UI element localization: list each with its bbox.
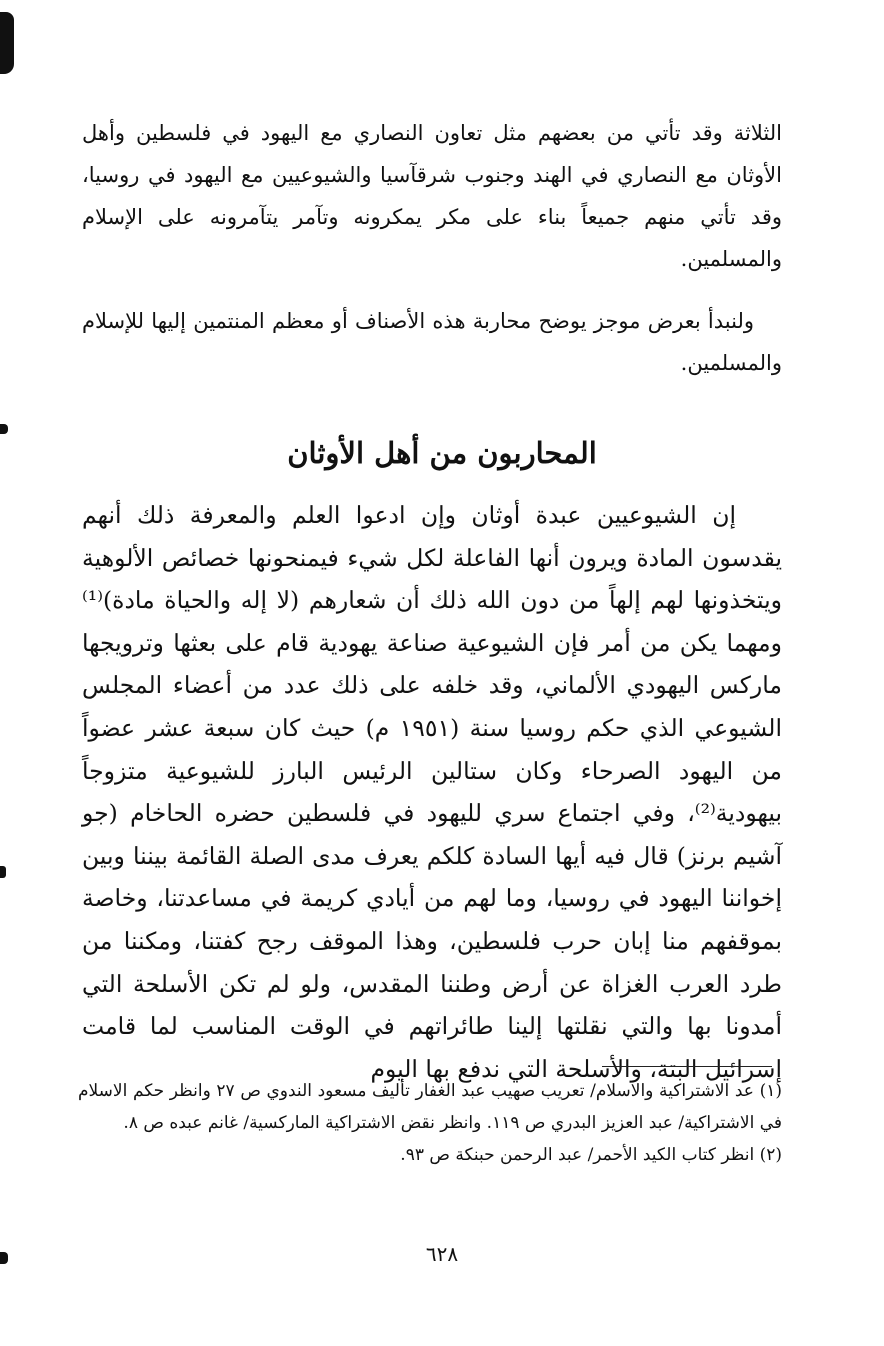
- section-body: [82, 494, 782, 1090]
- body-paragraph: إن الشيوعيين عبدة أوثان وإن ادعوا العلم والمعرفة ذلك أنهم يقدسون المادة ويرون أنها الفاعلة لكل شيء فيمنحونها خصائص الألوهية ويتخذونها لهم إلهاً من دون الله ذلك أن شعارهم (لا إله والحياة مادة)⁽¹⁾ ومهما يكن من أمر فإن الشيوعية صناعة يهودية قام على بعثها وترويجها ماركس اليهودي الألماني، وقد خلفه على ذلك عدد من أعضاء المجلس الشيوعي الذي حكم روسيا سنة (١٩٥١ م) حيث كان سبعة عشر عضواً من اليهود الصرحاء وكان ستالين الرئيس البارز للشيوعية متزوجاً بيهودية⁽²⁾، وفي اجتماع سري لليهود في فلسطين حضره الحاخام (جو آشيم برنز) قال فيه أيها السادة كلكم يعرف مدى الصلة القائمة بيننا وبين إخواننا اليهود في روسيا، وما لهم من أيادي كريمة في مساعدتنا، وخاصة بموقفهم منا إبان حرب فلسطين، وهذا الموقف رجح كفتنا، ومكننا من طرد العرب الغزاة عن أرض وطننا المقدس، ولو لم تكن الأسلحة التي أمدونا بها والتي نقلتها إلينا طائراتهم في الوقت المناسب لما قامت إسرائيل البتة، والأسلحة التي ندفع بها اليوم: [82, 501, 782, 1083]
- scan-edge-mark: [0, 866, 6, 878]
- section-heading: المحاربون من أهل الأوثان: [287, 436, 597, 470]
- intro-paragraph-2: ولنبدأ بعرض موجز يوضح محاربة هذه الأصناف أو معظم المنتمين إليها للإسلام والمسلمين.: [82, 309, 782, 375]
- intro-paragraph-1: الثلاثة وقد تأتي من بعضهم مثل تعاون النصاري مع اليهود في فلسطين وأهل الأوثان مع النصاري في الهند وجنوب شرقآسيا والشيوعيين مع اليهود في روسيا، وقد تأتي منهم جميعاً بناء على مكر يمكرونه وتآمر يتآمرونه على الإسلام والمسلمين.: [82, 121, 782, 271]
- footnotes: [78, 1075, 782, 1171]
- scan-edge-mark: [0, 12, 14, 74]
- intro-text: [82, 112, 782, 384]
- page-number: ٦٢٨: [425, 1242, 459, 1266]
- footnote-divider: [602, 1066, 772, 1067]
- footnote-1: (١) عد الاشتراكية والاسلام/ تعريب صهيب عبد الغفار تأليف مسعود الندوي ص ٢٧ وانظر حكم الاسلام في الاشتراكية/ عبد العزيز البدري ص ١١٩. وانظر نقض الاشتراكية الماركسية/ غانم عبده ص ٨.: [78, 1081, 782, 1133]
- footnote-2: (٢) انظر كتاب الكيد الأحمر/ عبد الرحمن حبنكة ص ٩٣.: [400, 1145, 782, 1165]
